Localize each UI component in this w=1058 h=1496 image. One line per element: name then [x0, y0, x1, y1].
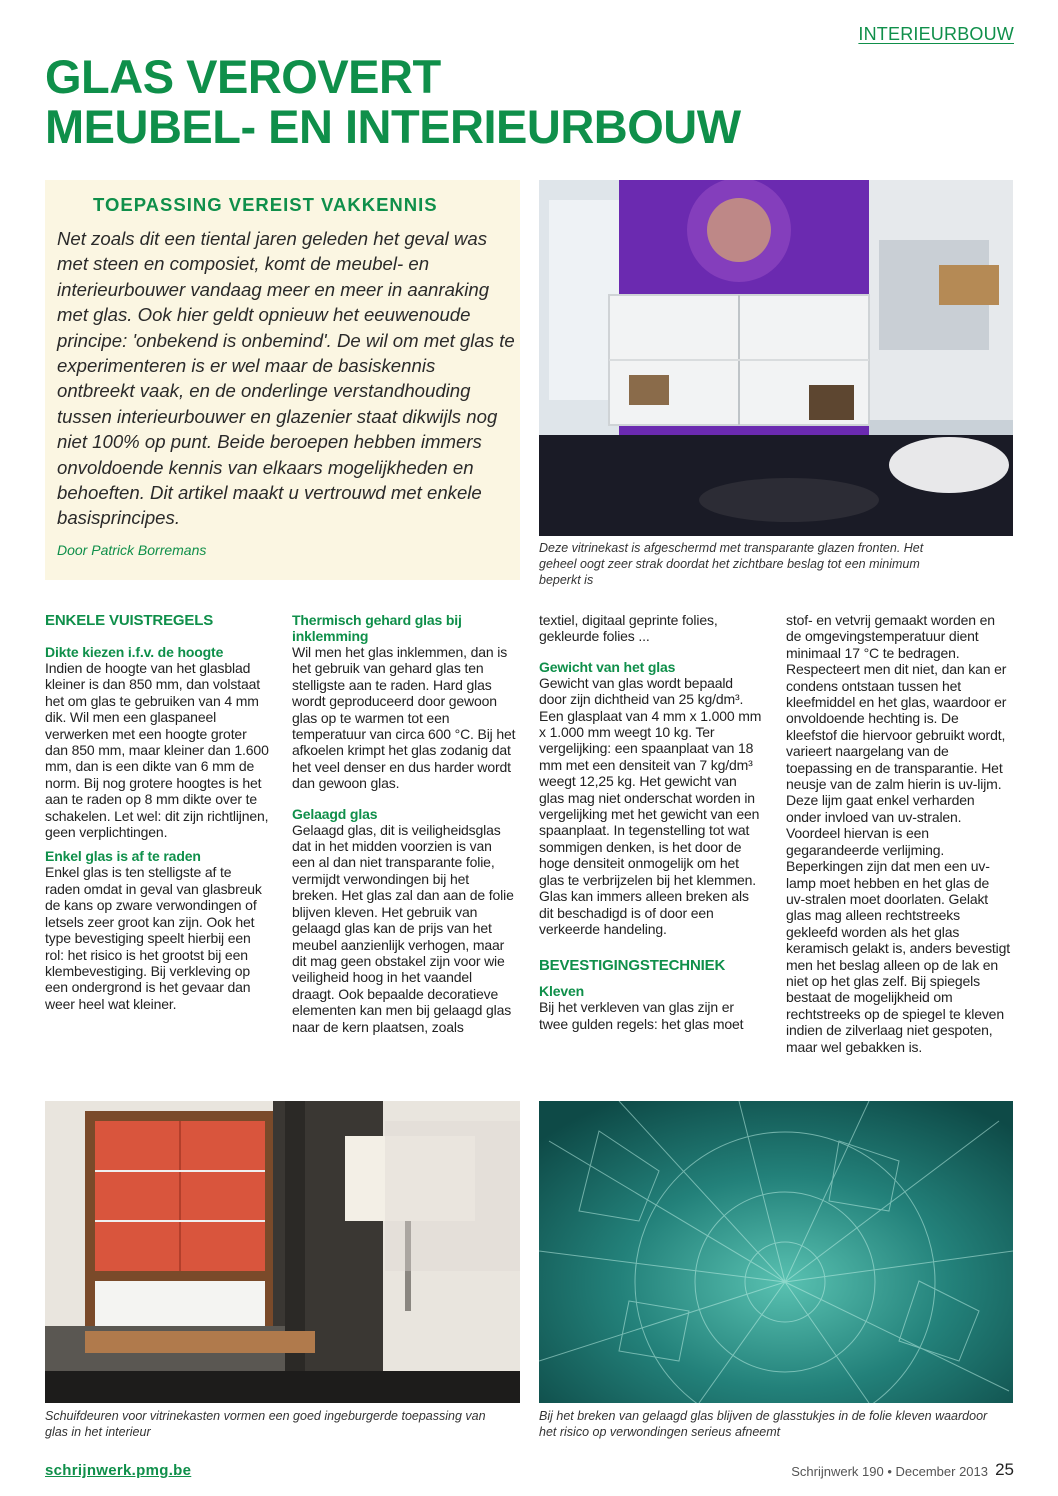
paragraph-dikte: Indien de hoogte van het glasblad kleiner is dan 850 mm, dan volstaat het om glas te gebruiken van 4 mm dik. Wil men een glaspaneel verwerken met een hoogte groter dan 850 mm, maar kleiner dan 1.600 mm, dan is een dikte van 6 mm de norm. Bij nog grotere hoogtes is het aan te raden op 8 mm dikte over te schakelen. Let wel: dit zijn richtlijnen, geen verplichtingen.	[45, 660, 269, 841]
caption-top-photo: Deze vitrinekast is afgeschermd met transparante glazen fronten. Het geheel oogt zeer strak doordat het zichtbare beslag tot een minimum beperkt is	[539, 541, 924, 587]
paragraph-gewicht: Gewicht van glas wordt bepaald door zijn dichtheid van 25 kg/dm³. Een glasplaat van 4 mm x 1.000 mm x 1.000 mm weegt 10 kg. Ter vergelijking: een spaanplaat van 18 mm met een densiteit van 7 kg/dm³ weegt 12,25 kg. Het gewicht van glas mag niet onderschat worden in vergelijking met het gewicht van een spaanplaat. In tegenstelling tot wat sommigen denken, is het door de hoge densiteit onmogelijk om het glas te verbrijzelen bij het klemmen. Glas kan immers alleen breken als dit beschadigd is of door een verkeerde handeling.	[539, 674, 762, 937]
paragraph-enkel-glas: Enkel glas is ten stelligste af te raden omdat in geval van glasbreuk de kans op zware verwondingen of letsels zeer groot kan zijn. Ook het type bevestiging speelt hierbij een rol: het risico is het grootst bij een klembevestiging. Bij verkleving op een ondergrond is het gevaar dan weer heel wat kleiner.	[45, 864, 262, 1012]
paragraph-gelaagd-glas: Gelaagd glas, dit is veiligheidsglas dat in het midden voorzien is van een al dan niet transparante folie, vermijdt verwondingen bij het breken. Het glas zal dan aan de folie blijven kleven. Het gebruik van gelaagd glas kan de prijs van het meubel aanzienlijk verhogen, maar dit mag geen obstakel zijn voor wie veiligheid hoog in het vaandel draagt. Ook bepaalde decoratieve elementen kan men bij gelaagd glas naar de kern plaatsen, zoals	[292, 821, 514, 1035]
page-number: 25	[995, 1460, 1014, 1479]
subheading-gelaagd-glas: Gelaagd glas	[292, 805, 378, 822]
paragraph-thermisch-gehard: Wil men het glas inklemmen, dan is het gebruik van gehard glas ten stelligste aan te raden. Hard glas wordt geproduceerd door gewoon glas op te warmen tot een temperatuur van circa 600 °C. Bij het afkoelen krimpt het glas zodanig dat het veel denser en dus harder wordt dan gewoon glas.	[292, 644, 516, 792]
subheading-thermisch-gehard: Thermisch gehard glas bij inklemming	[292, 612, 462, 644]
photo-shattered-glass	[539, 1101, 1013, 1403]
photo-shop-interior	[45, 1101, 520, 1403]
intro-box	[45, 180, 520, 580]
subheading-dikte: Dikte kiezen i.f.v. de hoogte	[45, 644, 224, 660]
photo-shop-illustration	[45, 1101, 520, 1403]
section-heading-vuistregels: ENKELE VUISTREGELS	[45, 612, 214, 629]
footer-issue: Schrijnwerk 190 • December 2013	[791, 1464, 988, 1479]
column-4	[786, 612, 1011, 1055]
column-1	[45, 612, 270, 1012]
section-tag: INTERIEURBOUW	[858, 24, 1014, 44]
subheading-enkel-glas: Enkel glas is af te raden	[45, 848, 201, 865]
paragraph-kleven: Bij het verkleven van glas zijn er twee gulden regels: het glas moet	[539, 999, 744, 1032]
column-3	[539, 612, 764, 1032]
photo-shattered-glass-illustration	[539, 1101, 1013, 1403]
author-byline: Door Patrick Borremans	[57, 542, 207, 558]
section-heading-bevestigingstechniek: BEVESTIGINGSTECHNIEK	[539, 957, 726, 975]
footer-website[interactable]: schrijnwerk.pmg.be	[45, 1462, 192, 1479]
paragraph-continued: textiel, digitaal geprinte folies, gekleurde folies ...	[539, 612, 718, 645]
column-2	[292, 612, 517, 1035]
intro-text: Net zoals dit een tiental jaren geleden het geval was met steen en composiet, komt de meubel- en interieurbouwer vandaag meer en meer in aanraking met glas. Ook hier geldt opnieuw het eeuwenoude principe: 'onbekend is onbemind'. De wil om met glas te experimenteren is er wel maar de basiskennis ontbreekt vaak, en de onderlinge verstandhouding tussen interieurbouwer en glazenier staat dikwijls nog niet 100% op punt. Beide beroepen hebben immers onvoldoende kennis van elkaars mogelijkheden en behoeften. Dit artikel maakt u vertrouwd met enkele basisprincipes.	[57, 228, 515, 529]
headline-line-1: GLAS VEROVERT	[45, 50, 441, 103]
subheading-gewicht: Gewicht van het glas	[539, 658, 676, 675]
paragraph-kleven-continued: stof- en vetvrij gemaakt worden en de omgevingstemperatuur dient minimaal 17 °C te bedragen. Respecteert men dit niet, dan kan er condens ontstaan tussen het kleefmiddel en het glas, waardoor er onvoldoende hechting is. De kleefstof die hiervoor gebruikt wordt, varieert naargelang van de toepassing en de transparantie. Het neusje van de zalm hierin is uv-lijm. Deze lijm gaat enkel verharden onder invloed van uv-stralen. Voordeel hiervan is een gegarandeerde verlijming. Beperkingen zijn dat men een uv-lamp moet hebben en het glas de uv-stralen moet doorlaten. Gelakt glas mag alleen rechtstreeks gekleefd worden als het glas keramisch gelakt is, anders bevestigt men het beslag alleen op de lak en niet op het glas zelf. Bij spiegels bestaat de mogelijkheid om rechtstreeks op de spiegel te kleven indien de zilverlaag niet gespoten, maar wel gebakken is.	[786, 612, 1011, 1055]
photo-vitrine-cabinet	[539, 180, 1013, 536]
photo-vitrine-illustration	[539, 180, 1013, 536]
intro-heading: TOEPASSING VEREIST VAKKENNIS	[93, 194, 438, 215]
caption-bottom-left-photo: Schuifdeuren voor vitrinekasten vormen een goed ingeburgerde toepassing van glas in het interieur	[45, 1409, 486, 1439]
page-title	[45, 52, 1005, 152]
headline-line-2: MEUBEL- EN INTERIEURBOUW	[45, 100, 741, 153]
caption-bottom-right-photo: Bij het breken van gelaagd glas blijven de glasstukjes in de folie kleven waardoor het risico op verwondingen serieus afneemt	[539, 1409, 988, 1439]
subheading-kleven: Kleven	[539, 983, 585, 1000]
